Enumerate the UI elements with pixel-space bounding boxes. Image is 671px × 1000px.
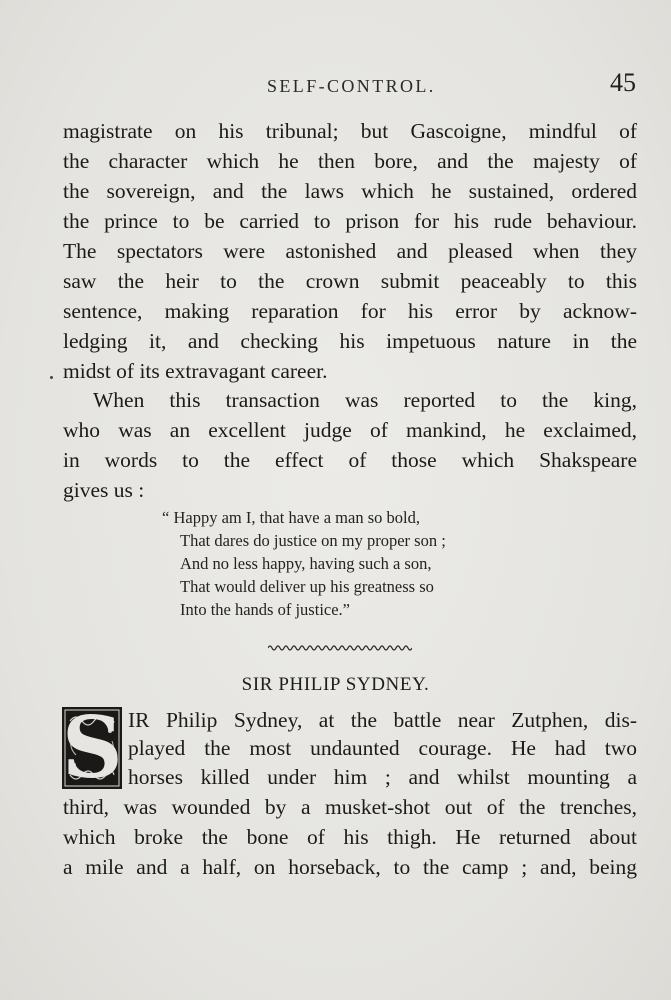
text-line: which broke the bone of his thigh. He returned about bbox=[63, 825, 637, 849]
print-speck bbox=[50, 376, 53, 379]
verse-line: And no less happy, having such a son, bbox=[180, 554, 432, 573]
verse-line: That dares do justice on my proper son ; bbox=[180, 531, 446, 550]
verse-line: That would deliver up his greatness so bbox=[180, 577, 434, 596]
running-head: SELF-CONTROL. bbox=[267, 76, 436, 96]
text-line: in words to the effect of those which Shakspeare bbox=[63, 448, 637, 472]
text-line: ledging it, and checking his impetuous nature in the bbox=[63, 329, 637, 353]
page-header bbox=[62, 68, 636, 104]
text-line: played the most undaunted courage. He had two bbox=[128, 736, 637, 760]
text-line: a mile and a half, on horseback, to the camp ; and, being bbox=[63, 855, 637, 879]
text-line: midst of its extravagant career. bbox=[63, 359, 328, 383]
text-line: the sovereign, and the laws which he sustained, ordered bbox=[63, 179, 637, 203]
text-line: gives us : bbox=[63, 478, 145, 502]
verse-line: Into the hands of justice.” bbox=[180, 600, 350, 619]
text-line: the prince to be carried to prison for his rude behaviour. bbox=[63, 209, 637, 233]
text-line: magistrate on his tribunal; but Gascoigne, mindful of bbox=[63, 119, 637, 143]
wavy-rule-ornament bbox=[268, 643, 412, 653]
page-number: 45 bbox=[610, 68, 636, 97]
text-line: The spectators were astonished and pleased when they bbox=[63, 239, 637, 263]
verse-line: “ Happy am I, that have a man so bold, bbox=[162, 508, 420, 527]
text-line: horses killed under him ; and whilst mounting a bbox=[128, 765, 637, 789]
text-line: the character which he then bore, and the majesty of bbox=[63, 149, 637, 173]
text-line: sentence, making reparation for his error by acknow- bbox=[63, 299, 637, 323]
text-line: When this transaction was reported to the king, bbox=[93, 388, 637, 412]
text-line: who was an excellent judge of mankind, he exclaimed, bbox=[63, 418, 637, 442]
text-line: third, was wounded by a musket-shot out of the trenches, bbox=[63, 795, 637, 819]
ornamental-dropcap bbox=[62, 698, 123, 797]
section-title: SIR PHILIP SYDNEY. bbox=[241, 674, 430, 695]
dropcap-letter: S bbox=[62, 698, 123, 797]
text-line: saw the heir to the crown submit peaceably to this bbox=[63, 269, 637, 293]
text-line: IR Philip Sydney, at the battle near Zutphen, dis- bbox=[128, 708, 637, 732]
